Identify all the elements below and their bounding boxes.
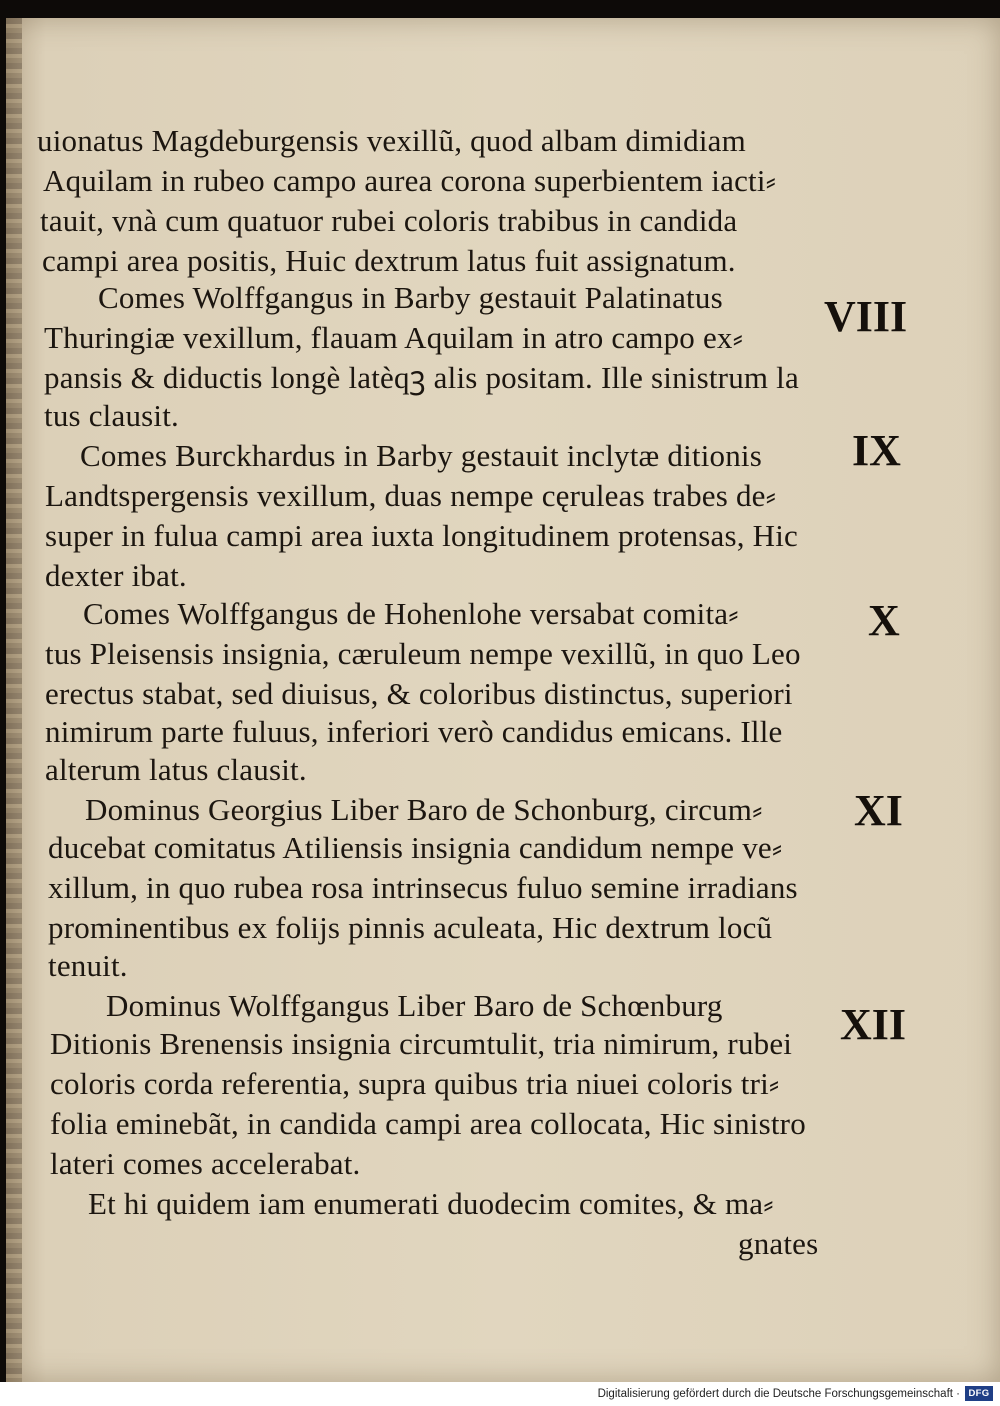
text-line: prominentibus ex folijs pinnis aculeata, Hic dextrum locũ xyxy=(48,910,773,945)
text-line: lateri comes accelerabat. xyxy=(50,1146,361,1181)
text-line: xillum, in quo rubea rosa intrinsecus fuluo semine irradians xyxy=(48,870,798,905)
text-line: alterum latus clausit. xyxy=(45,752,307,787)
text-line: Ditionis Brenensis insignia circumtulit, tria nimirum, rubei xyxy=(50,1026,793,1061)
text-line: tus Pleisensis insignia, cæruleum nempe vexillũ, in quo Leo xyxy=(45,636,801,671)
text-line: erectus stabat, sed diuisus, & coloribus distinctus, superiori xyxy=(45,676,793,711)
page-edge xyxy=(6,18,22,1382)
book-page xyxy=(6,18,1000,1382)
margin-numeral: XI xyxy=(854,786,903,835)
text-line: ducebat comitatus Atiliensis insignia candidum nempe ve⸗ xyxy=(48,830,783,865)
text-line: Comes Wolffgangus in Barby gestauit Palatinatus xyxy=(98,280,723,315)
catchword: gnates xyxy=(738,1226,819,1261)
margin-numeral: VIII xyxy=(824,292,908,341)
text-line: Dominus Wolffgangus Liber Baro de Schœnburg xyxy=(106,988,723,1023)
text-line: tauit, vnà cum quatuor rubei coloris trabibus in candida xyxy=(40,203,738,238)
text-line: super in fulua campi area iuxta longitudinem protensas, Hic xyxy=(45,518,798,553)
text-line: Comes Wolffgangus de Hohenlohe versabat comita⸗ xyxy=(83,596,739,631)
text-line: pansis & diductis longè latèqꝫ alis positam. Ille sinistrum la xyxy=(44,360,799,395)
text-line: Comes Burckhardus in Barby gestauit inclytæ ditionis xyxy=(80,438,763,473)
margin-numeral: X xyxy=(868,596,900,645)
text-line: folia eminebãt, in candida campi area collocata, Hic sinistro xyxy=(50,1106,806,1141)
text-line: dexter ibat. xyxy=(45,558,187,593)
text-line: uionatus Magdeburgensis vexillũ, quod albam dimidiam xyxy=(37,123,746,158)
text-line: coloris corda referentia, supra quibus tria niuei coloris tri⸗ xyxy=(50,1066,780,1101)
text-line: Et hi quidem iam enumerati duodecim comites, & ma⸗ xyxy=(88,1186,774,1221)
text-line: Dominus Georgius Liber Baro de Schonburg, circum⸗ xyxy=(85,792,763,827)
text-line: nimirum parte fuluus, inferiori verò candidus emicans. Ille xyxy=(45,714,783,749)
margin-numeral: IX xyxy=(852,426,901,475)
margin-numeral: XII xyxy=(840,1000,907,1049)
text-line: Aquilam in rubeo campo aurea corona superbientem iacti⸗ xyxy=(43,163,777,198)
text-line: tenuit. xyxy=(48,948,128,983)
dfg-logo[interactable]: DFG xyxy=(965,1386,993,1401)
text-line: tus clausit. xyxy=(44,398,179,433)
footer-credit: Digitalisierung gefördert durch die Deutsche Forschungsgemeinschaft · xyxy=(597,1388,960,1400)
text-line: campi area positis, Huic dextrum latus fuit assignatum. xyxy=(42,243,736,278)
text-line: Landtspergensis vexillum, duas nempe cęruleas trabes de⸗ xyxy=(45,478,777,513)
text-line: Thuringiæ vexillum, flauam Aquilam in atro campo ex⸗ xyxy=(44,320,744,355)
footer-bar xyxy=(0,1382,1000,1406)
